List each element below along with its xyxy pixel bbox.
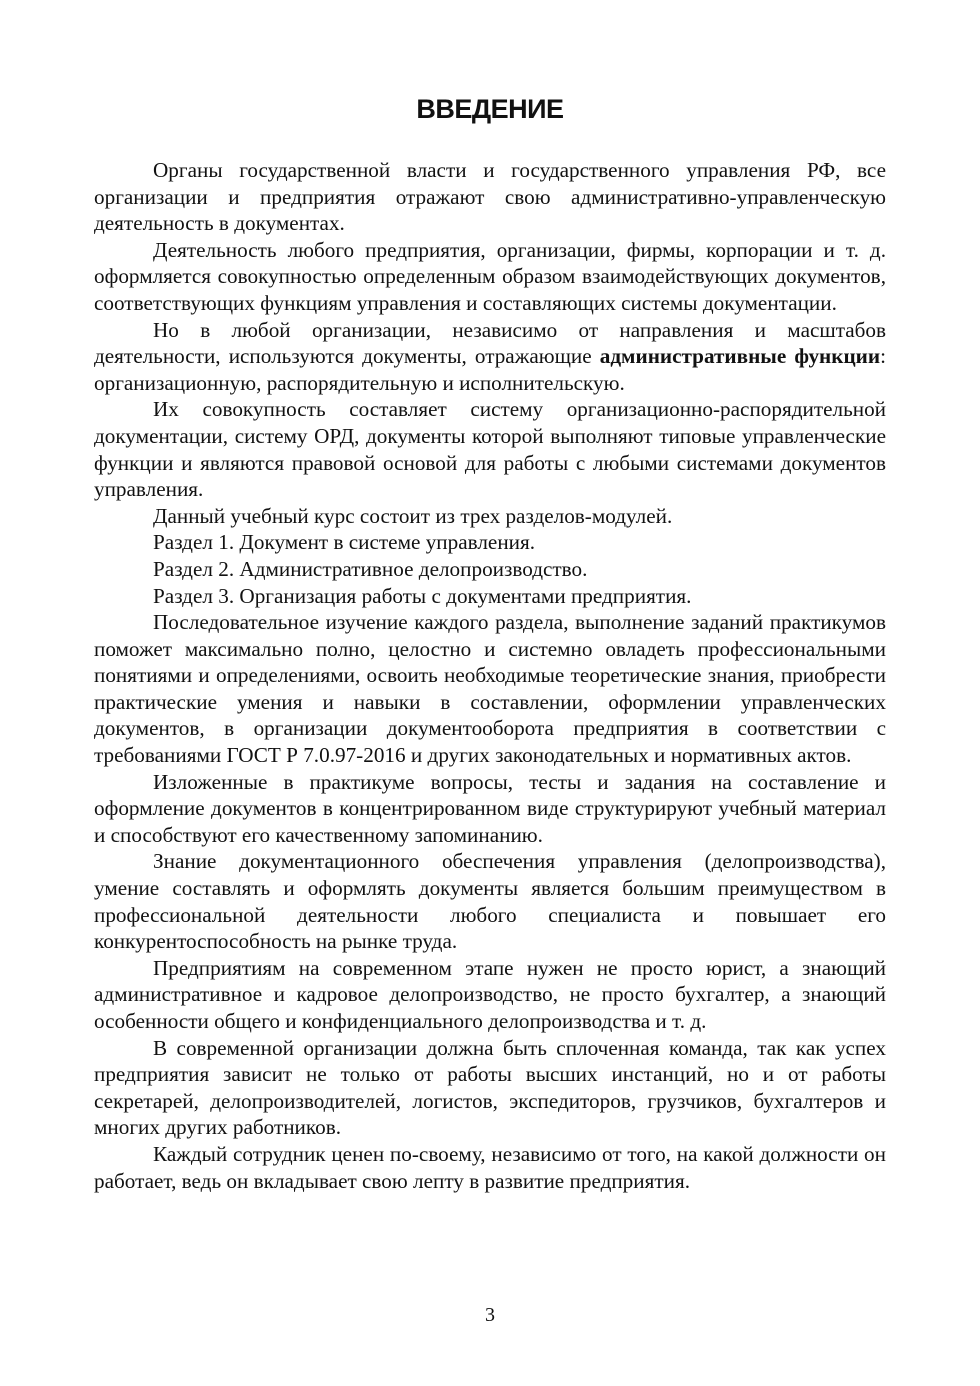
section-item-3: Раздел 3. Организация работы с документами предприятия. — [153, 583, 692, 608]
paragraph-1: Органы государственной власти и государственного управления РФ, все организации и предприятия отражают свою административно-управленческую деятельность в документах. — [94, 158, 886, 236]
paragraph-11: Знание документационного обеспечения управления (делопроизводства), умение составлять и оформлять документы является большим преимуществом в профессиональной деятельности любого специалиста и повышает его конкурентоспособность на рынке труда. — [94, 849, 886, 954]
paragraph-14: Каждый сотрудник ценен по-своему, независимо от того, на какой должности он работает, ведь он вкладывает свою лепту в развитие предприятия. — [94, 1141, 886, 1193]
paragraph-13: В современной организации должна быть сплоченная команда, так как успех предприятия зависит не только от работы высших инстанций, но и от работы секретарей, делопроизводителей, логистов, экспедиторов, грузчиков, бухгалтеров и многих других работников. — [94, 1035, 886, 1140]
page-title: ВВЕДЕНИЕ — [416, 94, 564, 124]
section-item-1: Раздел 1. Документ в системе управления. — [153, 530, 536, 555]
paragraph-10: Изложенные в практикуме вопросы, тесты и задания на составление и оформление документов в концентрированном виде структурируют учебный материал и способствуют его качественному запоминанию. — [94, 769, 886, 847]
paragraph-3-text-before: Но в любой организации, независимо от направления и масштабов деятельности, используются документы, отражающие — [94, 317, 886, 369]
document-body — [94, 157, 886, 1194]
paragraph-5: Данный учебный курс состоит из трех разделов-модулей. — [153, 503, 673, 528]
paragraph-3-bold-phrase: административные функции — [599, 344, 881, 369]
paragraph-4: Их совокупность составляет систему организационно-распорядительной документации, систему ОРД, документы которой выполняют типовые управленческие функции и являются правовой основой для работы с любыми системами документов управления. — [94, 397, 886, 502]
section-item-2: Раздел 2. Административное делопроизводство. — [153, 556, 588, 581]
paragraph-3-text-after: : организационную, распорядительную и исполнительскую. — [94, 344, 886, 395]
paragraph-9: Последовательное изучение каждого раздела, выполнение заданий практикумов поможет максимально полно, целостно и системно овладеть профессиональными понятиями и определениями, освоить необходимые теоретические знания, приобрести практические умения и навыки в составлении, оформлении управленческих документов, в организации документооборота предприятия в соответствии с требованиями ГОСТ Р 7.0.97-2016 и других законодательных и нормативных актов. — [94, 610, 886, 768]
paragraph-12: Предприятиям на современном этапе нужен не просто юрист, а знающий административное и кадровое делопроизводство, не просто бухгалтер, а знающий особенности общего и конфиденциального делопроизводства и т. д. — [94, 955, 886, 1033]
page-number: 3 — [485, 1304, 495, 1326]
paragraph-2: Деятельность любого предприятия, организации, фирмы, корпорации и т. д. оформляется совокупностью определенным образом взаимодействующих документов, соответствующих функциям управления и составляющих системы документации. — [94, 237, 886, 315]
paragraph-3 — [94, 317, 886, 397]
